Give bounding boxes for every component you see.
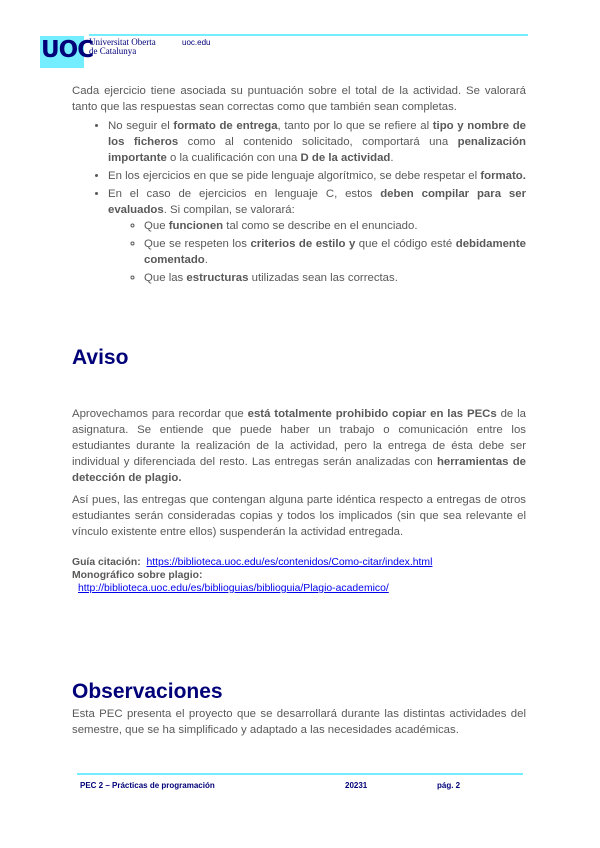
bold-text: estructuras [186,272,249,284]
text: En el caso de ejercicios en lenguaje C, estos [108,188,381,200]
list-item [144,270,526,286]
bold-text: tipo y nombre de los ficheros [108,120,526,148]
list-item [108,118,526,166]
aviso-paragraph-1 [72,406,526,486]
criteria-sublist [108,218,526,286]
header-url: uoc.edu [182,38,211,47]
uoc-logo [40,36,94,68]
text: o la cualificación con una [166,152,301,164]
plagiarism-link[interactable]: http://biblioteca.uoc.edu/es/biblioguias/biblioguia/Plagio-academico/ [78,583,389,594]
university-name [89,38,156,56]
bold-text: criterios de estilo y [250,238,356,250]
list-item [108,168,526,184]
text: que el código esté [355,238,456,250]
text: tal como se describe en el enunciado. [223,220,418,232]
aviso-heading: Aviso [72,346,129,369]
footer-divider [77,773,523,775]
header-divider [89,34,528,36]
list-item [144,218,526,234]
observaciones-section [72,706,526,738]
rules-list [72,118,526,286]
list-item [144,236,526,268]
footer-semester: 20231 [345,781,368,790]
bold-text: formato de entrega [173,120,278,132]
bold-text: D de la actividad [300,152,391,164]
text: Aprovechamos para recordar que [72,408,248,420]
text: Que se respeten los [144,238,251,250]
bold-text: está totalmente prohibido copiar en las PECs [247,408,497,420]
bold-text: funcionen [168,220,224,232]
bold-text: formato. [480,170,526,182]
aviso-paragraph-2: Así pues, las entregas que contengan alguna parte idéntica respecto a entregas de otros estudiantes serán consideradas copias y todos los implicados (sin que sea relevante el vínculo existente entre ellos) suspenderán la actividad entregada. [72,494,526,538]
citation-guide-row [72,556,526,569]
text: . [390,152,394,164]
citation-guide-link[interactable]: https://biblioteca.uoc.edu/es/contenidos/Como-citar/index.html [146,557,433,568]
text: En los ejercicios en que se pide lenguaje algorítmico, se debe respetar el [108,170,481,182]
bold-text: penalización importante [108,136,526,164]
intro-section [72,83,526,288]
observaciones-paragraph: Esta PEC presenta el proyecto que se desarrollará durante las distintas actividades del semestre, que se ha simplificado y adaptado a las necesidades académicas. [72,708,526,736]
logo-text: UOC [41,37,94,63]
text: Que las [144,272,187,284]
text: , tanto por lo que se refiere al [277,120,433,132]
bold-text: deben compilar para ser evaluados [108,188,526,216]
text: . [204,254,208,266]
bold-text: debidamente comentado [144,238,527,266]
text: No seguir el [108,120,174,132]
citation-guide-label: Guía citación: [72,557,141,568]
footer-page-number: pág. 2 [437,781,461,790]
footer-course: PEC 2 – Prácticas de programación [80,781,215,790]
observaciones-heading: Observaciones [72,680,223,703]
text: utilizadas sean las correctas. [248,272,398,284]
bold-text: herramientas de detección de plagio. [72,456,526,484]
text: de la asignatura. Se entiende que puede haber un trabajo o comunicación entre los estudiantes durante la realización de la actividad, pero la entrega de ésta debe ser individual y diferenciada del resto. Las entregas serán analizadas con [72,408,526,468]
aviso-section [72,406,526,546]
plagiarism-label: Monográfico sobre plagio: [72,570,203,581]
intro-paragraph: Cada ejercicio tiene asociada su puntuación sobre el total de la actividad. Se valorará tanto que las respuestas sean correctas como que también sean completas. [72,85,526,113]
text: como al contenido solicitado, comportará una [178,136,458,148]
university-name-line2: de Catalunya [89,46,137,56]
list-item [108,186,526,286]
page-header [40,34,528,68]
text: . Si compilan, se valorará: [163,204,295,216]
university-name-line1: Universitat Oberta [89,37,156,47]
plagiarism-link-row [72,582,526,595]
references [72,556,526,595]
text: Que [144,220,169,232]
